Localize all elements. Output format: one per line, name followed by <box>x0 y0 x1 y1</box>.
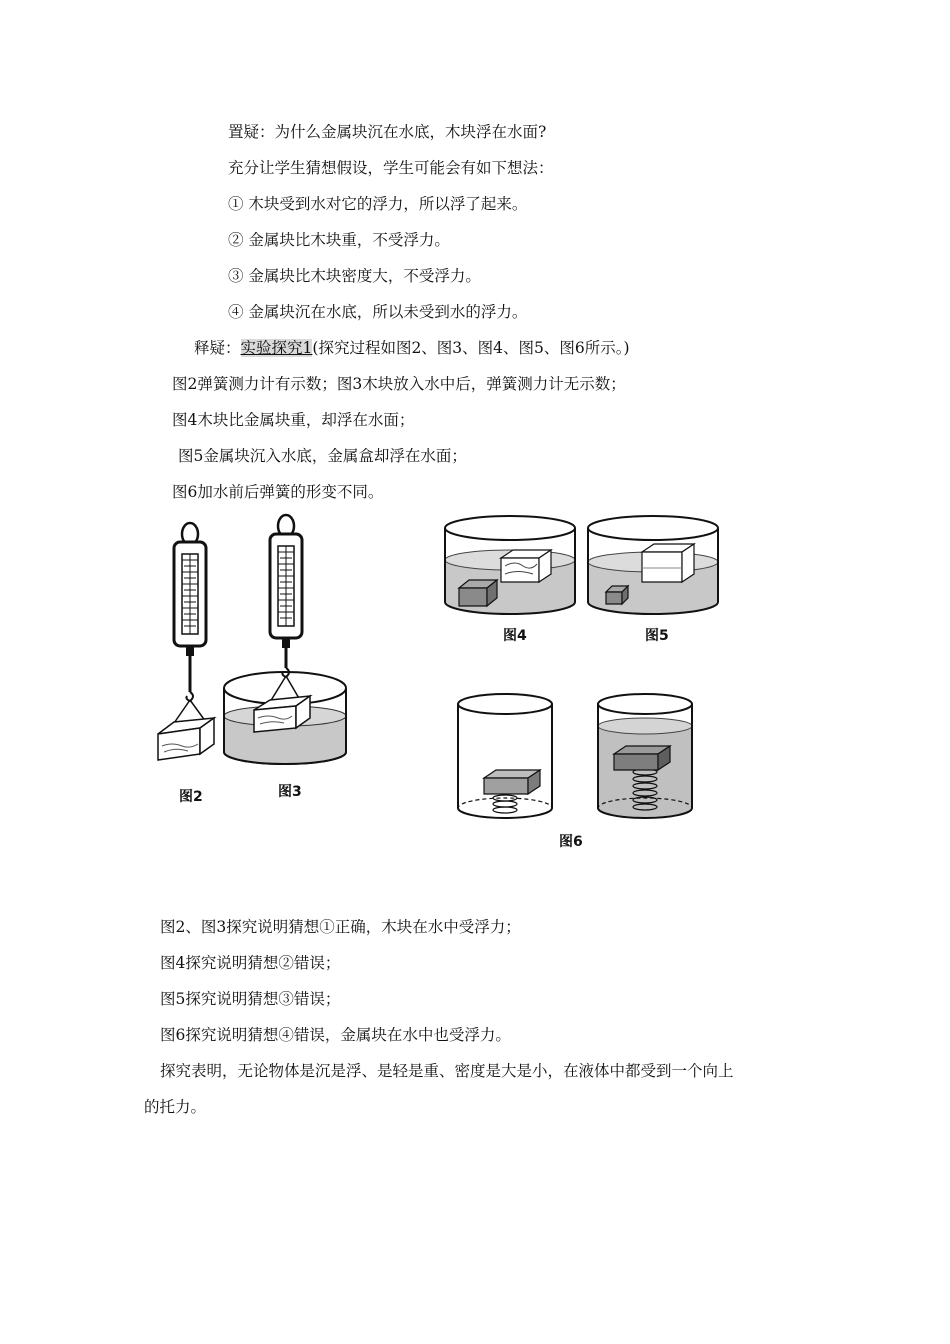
guess-2: ② 金属块比木块重，不受浮力。 <box>228 231 450 249</box>
figure-5-metal-box-floats <box>584 512 722 622</box>
figure-4-wood-floats <box>441 512 579 622</box>
fig2-fig3-desc: 图2弹簧测力计有示数；图3木块放入水中后，弹簧测力计无示数； <box>172 375 626 393</box>
explain-label: 释疑： <box>194 339 241 357</box>
summary-line-2: 的托力。 <box>144 1098 207 1116</box>
summary-line-1: 探究表明，无论物体是沉是浮、是轻是重、密度是大是小，在液体中都受到一个向上 <box>160 1062 734 1080</box>
conclusion-fig2-fig3: 图2、图3探究说明猜想①正确，木块在水中受浮力； <box>160 918 521 936</box>
question-line: 置疑：为什么金属块沉在水底，木块浮在水面? <box>228 123 547 141</box>
intro-line: 充分让学生猜想假设，学生可能会有如下想法： <box>228 159 554 177</box>
fig6-caption: 图6 <box>559 834 583 850</box>
fig5-desc: 图5金属块沉入水底，金属盒却浮在水面； <box>178 447 467 465</box>
guess-4: ④ 金属块沉在水底，所以未受到水的浮力。 <box>228 303 528 321</box>
figure-6-spring-compression <box>452 690 702 830</box>
fig6-desc: 图6加水前后弹簧的形变不同。 <box>172 483 384 501</box>
conclusion-fig5: 图5探究说明猜想③错误； <box>160 990 341 1008</box>
figure-3-block-in-water <box>220 512 350 772</box>
fig5-caption: 图5 <box>645 628 669 644</box>
experiment-highlight: 实验探究1 <box>240 339 313 357</box>
fig2-caption: 图2 <box>179 789 203 805</box>
fig4-desc: 图4木块比金属块重，却浮在水面； <box>172 411 415 429</box>
conclusion-fig4: 图4探究说明猜想②错误； <box>160 954 341 972</box>
explain-line <box>194 338 630 358</box>
figure-2-spring-scale <box>150 520 230 770</box>
fig3-caption: 图3 <box>278 784 302 800</box>
guess-3: ③ 金属块比木块密度大，不受浮力。 <box>228 267 481 285</box>
conclusion-fig6: 图6探究说明猜想④错误，金属块在水中也受浮力。 <box>160 1026 511 1044</box>
guess-1: ① 木块受到水对它的浮力，所以浮了起来。 <box>228 195 528 213</box>
fig4-caption: 图4 <box>503 628 527 644</box>
explain-rest: (探究过程如图2、图3、图4、图5、图6所示。) <box>312 339 630 357</box>
